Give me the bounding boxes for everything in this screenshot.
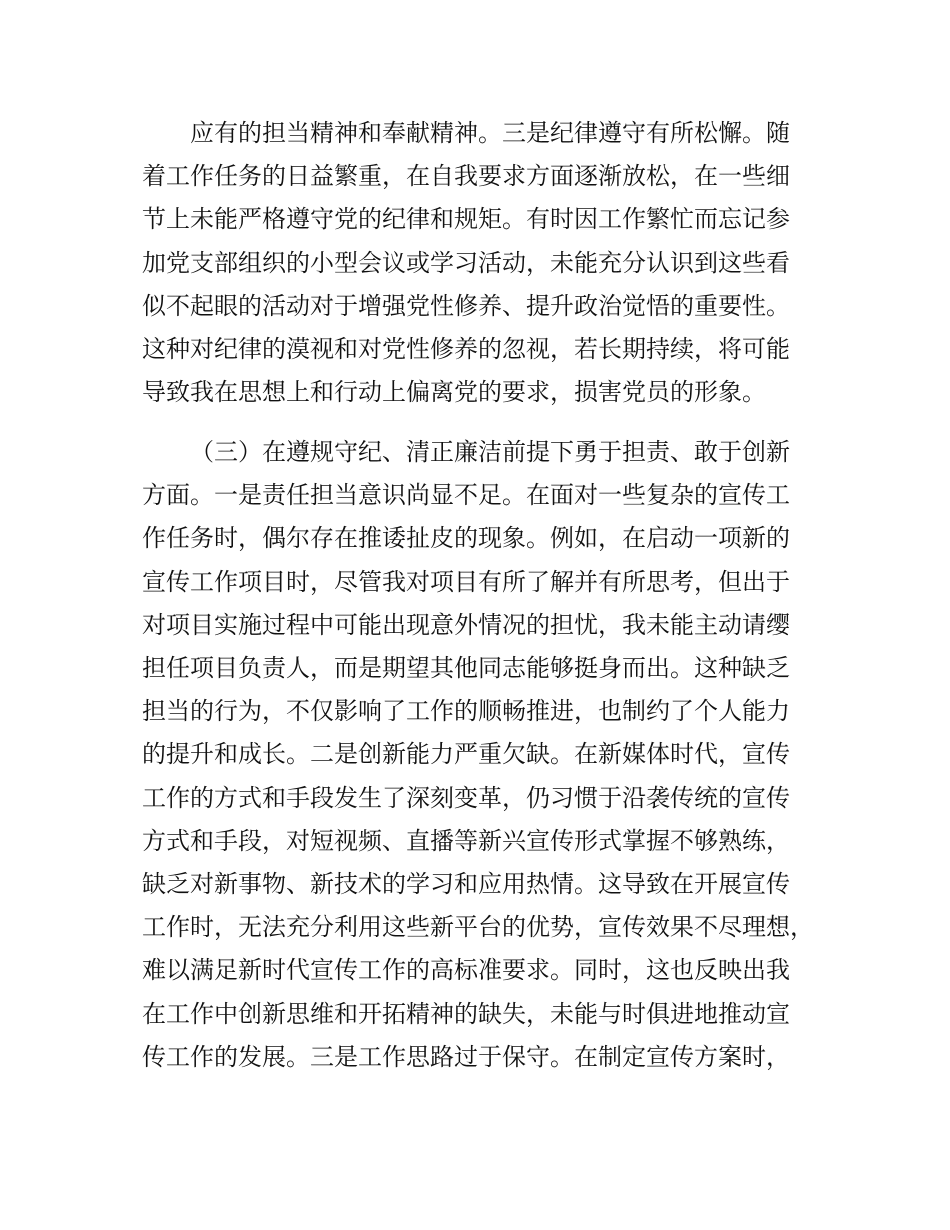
text-line: 担任项目负责人，而是期望其他同志能够挺身而出。这种缺乏 — [142, 654, 790, 682]
text-line: 方面。一是责任担当意识尚显不足。在面对一些复杂的宣传工 — [142, 481, 790, 510]
text-line: 加党支部组织的小型会议或学习活动，未能充分认识到这些看 — [142, 248, 790, 277]
text-line: 的提升和成长。二是创新能力严重欠缺。在新媒体时代，宣传 — [142, 740, 790, 769]
text-line: 工作的方式和手段发生了深刻变革，仍习惯于沿袭传统的宣传 — [142, 783, 790, 812]
text-line: 导致我在思想上和行动上偏离党的要求，损害党员的形象。 — [142, 378, 766, 407]
text-line: 传工作的发展。三是工作思路过于保守。在制定宣传方案时， — [142, 1042, 790, 1071]
text-line: 这种对纪律的漠视和对党性修养的忽视，若长期持续，将可能 — [142, 335, 790, 363]
text-line: 宣传工作项目时，尽管我对项目有所了解并有所思考，但出于 — [142, 567, 790, 596]
text-line: 缺乏对新事物、新技术的学习和应用热情。这导致在开展宣传 — [142, 870, 790, 898]
text-line: 在工作中创新思维和开拓精神的缺失，未能与时俱进地推动宣 — [142, 999, 790, 1028]
text-line: 似不起眼的活动对于增强党性修养、提升政治觉悟的重要性。 — [142, 291, 790, 320]
text-line: 节上未能严格遵守党的纪律和规矩。有时因工作繁忙而忘记参 — [142, 205, 790, 234]
text-line: 作任务时，偶尔存在推诿扯皮的现象。例如，在启动一项新的 — [142, 524, 790, 553]
text-line: 应有的担当精神和奉献精神。三是纪律遵守有所松懈。随 — [190, 119, 790, 147]
text-line: 担当的行为，不仅影响了工作的顺畅推进，也制约了个人能力 — [142, 697, 790, 726]
text-line: 难以满足新时代宣传工作的高标准要求。同时，这也反映出我 — [142, 956, 790, 985]
text-line: 着工作任务的日益繁重，在自我要求方面逐渐放松，在一些细 — [142, 162, 790, 191]
section-heading-line: （三）在遵规守纪、清正廉洁前提下勇于担责、敢于创新 — [190, 438, 790, 466]
text-line: 对项目实施过程中可能出现意外情况的担忧，我未能主动请缨 — [142, 610, 790, 639]
text-line: 工作时，无法充分利用这些新平台的优势，宣传效果不尽理想， — [142, 913, 814, 942]
text-line: 方式和手段，对短视频、直播等新兴宣传形式掌握不够熟练， — [142, 826, 790, 855]
